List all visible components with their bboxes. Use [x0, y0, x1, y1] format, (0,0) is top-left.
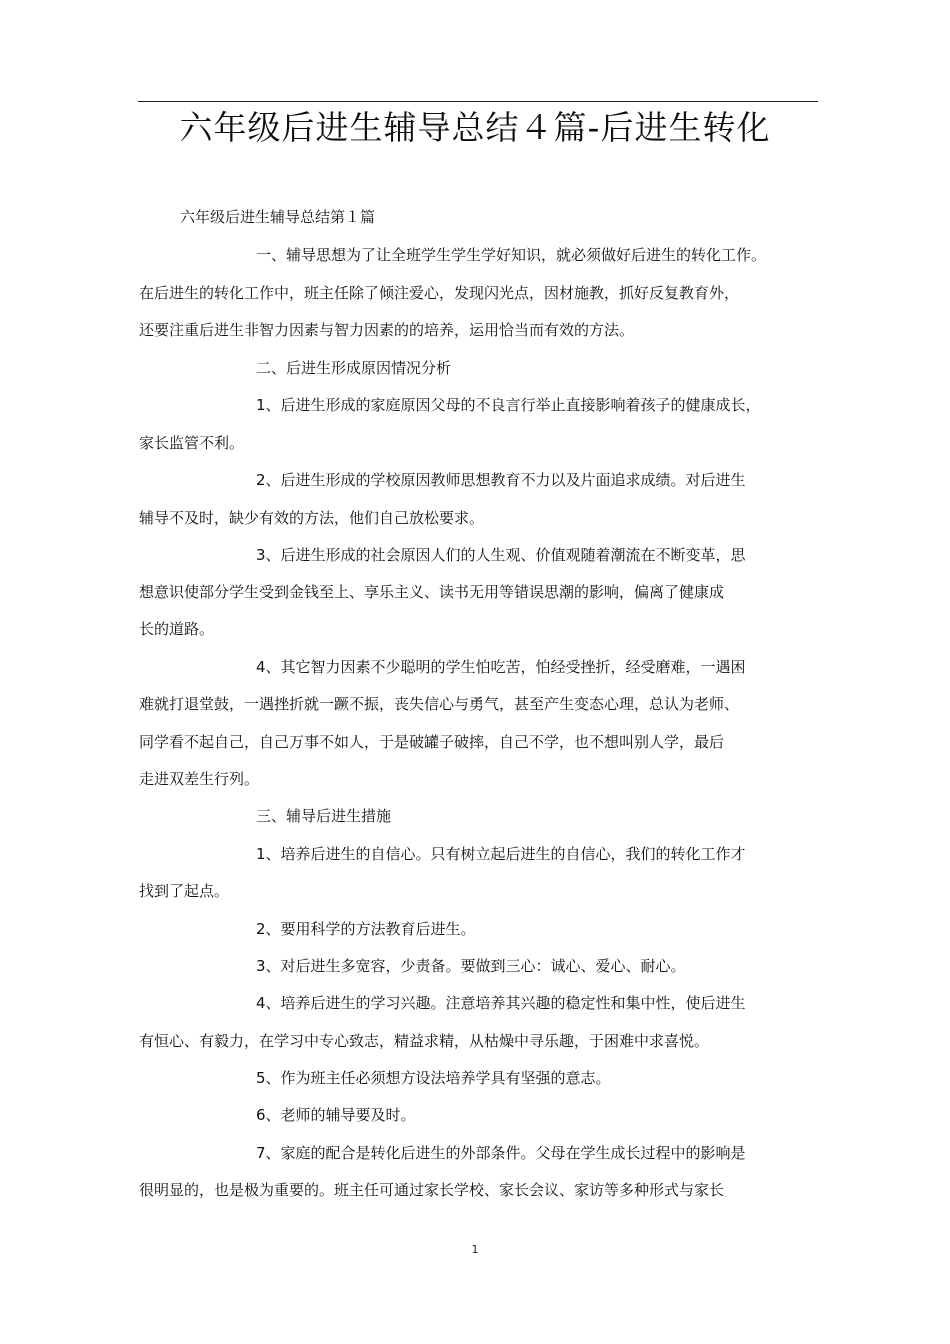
paragraph-line: 5、作为班主任必须想方设法培养学具有坚强的意志。	[256, 1069, 611, 1087]
paragraph-line: 3、后进生形成的社会原因人们的人生观、价值观随着潮流在不断变革，思	[256, 546, 746, 564]
paragraph-line: 在后进生的转化工作中，班主任除了倾注爱心，发现闪光点，因材施教，抓好反复教育外，	[139, 284, 740, 302]
paragraph-line: 1、培养后进生的自信心。只有树立起后进生的自信心，我们的转化工作才	[256, 845, 746, 863]
paragraph-line: 找到了起点。	[139, 882, 230, 900]
document-title: 六年级后进生辅导总结４篇-后进生转化	[179, 108, 771, 147]
section-heading: 二、后进生形成原因情况分析	[256, 359, 452, 377]
paragraph-line: 同学看不起自己，自己万事不如人，于是破罐子破摔，自己不学，也不想叫别人学，最后	[139, 733, 725, 751]
paragraph-line: 长的道路。	[139, 620, 215, 638]
paragraph-line: 很明显的，也是极为重要的。班主任可通过家长学校、家长会议、家访等多种形式与家长	[139, 1181, 725, 1199]
paragraph-line: 3、对后进生多宽容，少责备。要做到三心：诚心、爱心、耐心。	[256, 957, 686, 975]
paragraph-line: 走进双差生行列。	[139, 770, 260, 788]
paragraph-line: 想意识使部分学生受到金钱至上、享乐主义、读书无用等错误思潮的影响，偏离了健康成	[139, 583, 725, 601]
paragraph-line: 一、辅导思想为了让全班学生学生学好知识，就必须做好后进生的转化工作。	[256, 246, 767, 264]
paragraph-line: 有恒心、有毅力，在学习中专心致志，精益求精，从枯燥中寻乐趣，于困难中求喜悦。	[139, 1032, 710, 1050]
paragraph-line: 4、培养后进生的学习兴趣。注意培养其兴趣的稳定性和集中性，使后进生	[256, 994, 746, 1012]
paragraph-line: 7、家庭的配合是转化后进生的外部条件。父母在学生成长过程中的影响是	[256, 1144, 746, 1162]
paragraph-line: 难就打退堂鼓，一遇挫折就一蹶不振，丧失信心与勇气，甚至产生变态心理，总认为老师、	[139, 695, 740, 713]
section-subtitle: 六年级后进生辅导总结第１篇	[180, 208, 376, 226]
paragraph-line: 1、后进生形成的家庭原因父母的不良言行举止直接影响着孩子的健康成长，	[256, 396, 761, 414]
paragraph-line: 2、要用科学的方法教育后进生。	[256, 920, 476, 938]
paragraph-line: 还要注重后进生非智力因素与智力因素的的培养，运用恰当而有效的方法。	[139, 321, 635, 339]
page-number: 1	[471, 1243, 479, 1256]
paragraph-line: 2、后进生形成的学校原因教师思想教育不力以及片面追求成绩。对后进生	[256, 471, 746, 489]
paragraph-line: 6、老师的辅导要及时。	[256, 1106, 416, 1124]
header-rule	[138, 101, 818, 102]
section-heading: 三、辅导后进生措施	[256, 807, 392, 825]
paragraph-line: 家长监管不利。	[139, 434, 245, 452]
paragraph-line: 4、其它智力因素不少聪明的学生怕吃苦，怕经受挫折，经受磨难，一遇困	[256, 658, 746, 676]
paragraph-line: 辅导不及时，缺少有效的方法，他们自己放松要求。	[139, 509, 485, 527]
